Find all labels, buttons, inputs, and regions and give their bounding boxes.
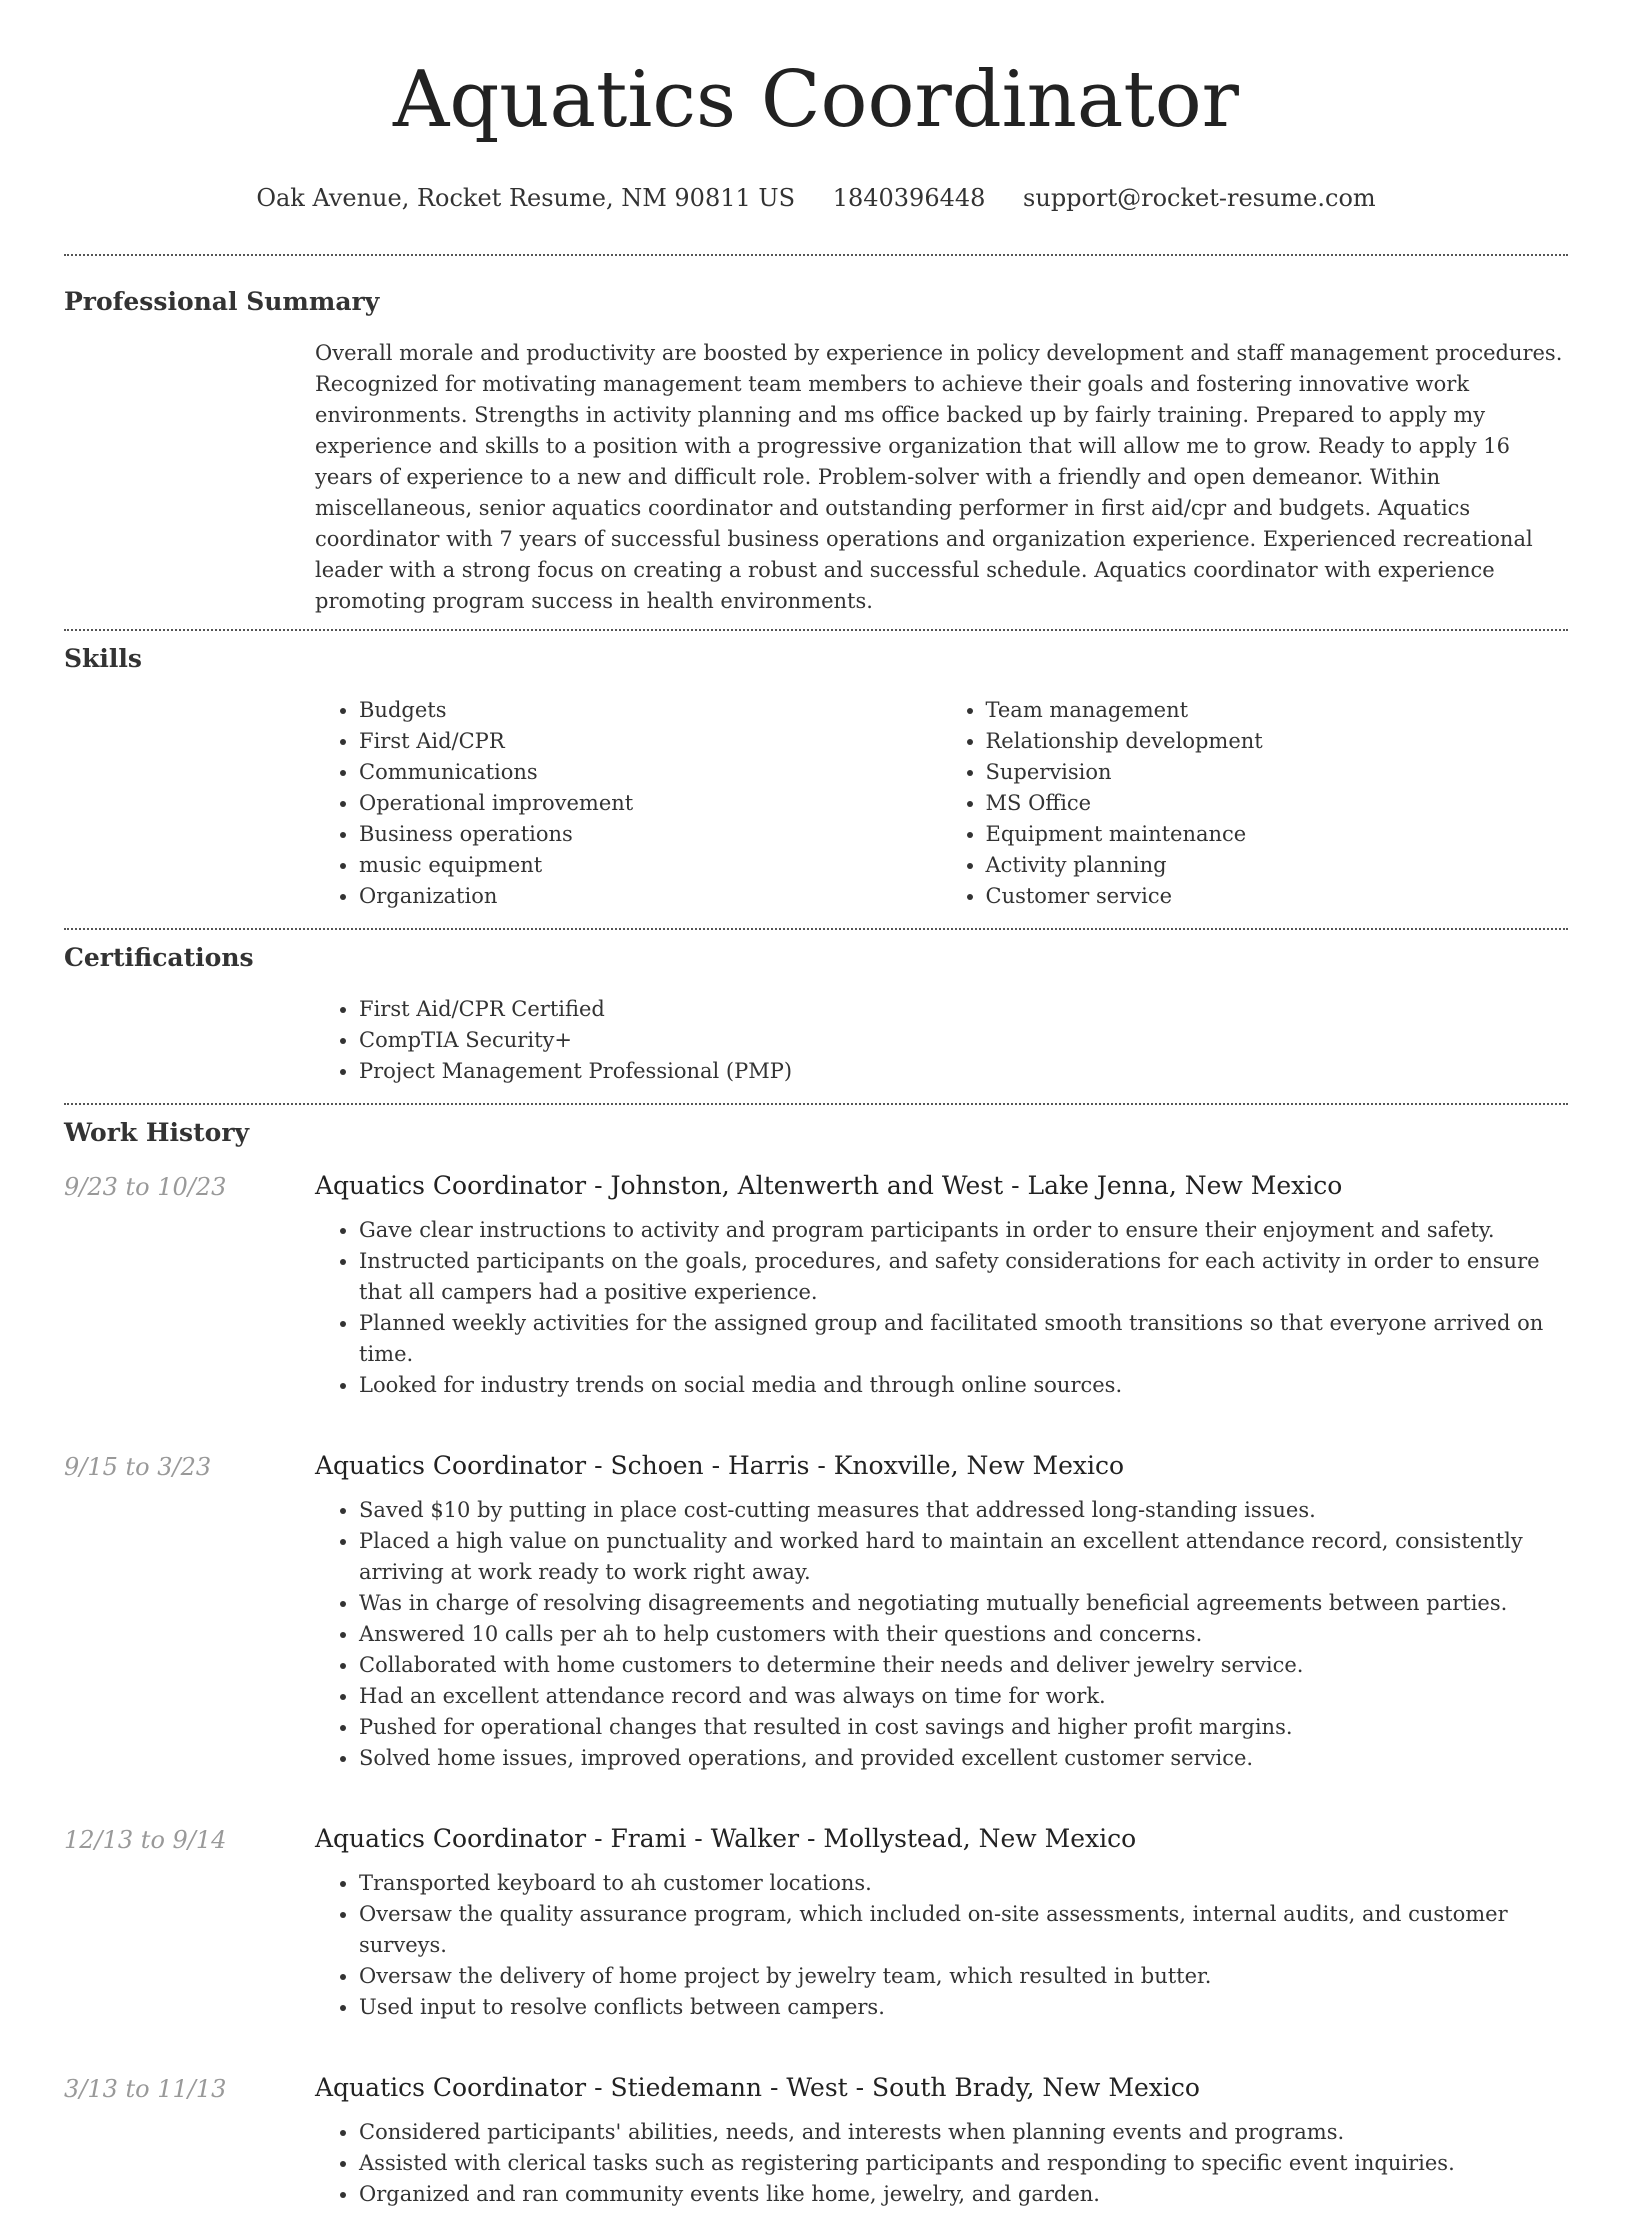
job-bullets (315, 2117, 1568, 2210)
certification-item: • CompTIA Security+ (359, 1025, 1568, 1056)
job-bullet: • Was in charge of resolving disagreements and negotiating mutually beneficial agreements between parties. (359, 1588, 1568, 1619)
certifications-list (315, 994, 1568, 1087)
section-title-skills: Skills (64, 644, 142, 673)
certification-item: • Project Management Professional (PMP) (359, 1056, 1568, 1087)
certifications-list-wrap (315, 974, 1568, 1103)
job-details (315, 1169, 1568, 1429)
job-bullet: • Transported keyboard to ah customer locations. (359, 1868, 1568, 1899)
job-entry (64, 1822, 1568, 2051)
job-bullet: • Solved home issues, improved operations, and provided excellent customer service. (359, 1743, 1568, 1774)
job-bullet: • Looked for industry trends on social media and through online sources. (359, 1370, 1568, 1401)
certification-item: • First Aid/CPR Certified (359, 994, 1568, 1025)
skills-list-right (942, 695, 1569, 912)
job-bullet: • Used input to resolve conflicts between campers. (359, 1992, 1568, 2023)
skill-item: • Budgets (359, 695, 942, 726)
skill-item: • Business operations (359, 819, 942, 850)
section-title-summary: Professional Summary (64, 287, 380, 316)
skill-item: • Equipment maintenance (986, 819, 1569, 850)
job-title: Aquatics Coordinator - Johnston, Altenwerth and West - Lake Jenna, New Mexico (315, 1171, 1343, 1200)
job-bullets (315, 1495, 1568, 1774)
job-bullet: • Assisted with clerical tasks such as registering participants and responding to specific event inquiries. (359, 2148, 1568, 2179)
skill-item: • First Aid/CPR (359, 726, 942, 757)
job-title: Aquatics Coordinator - Schoen - Harris - Knoxville, New Mexico (315, 1451, 1125, 1480)
skill-item: • music equipment (359, 850, 942, 881)
job-bullet: • Pushed for operational changes that resulted in cost savings and higher profit margins. (359, 1712, 1568, 1743)
skills-columns (315, 675, 1568, 928)
job-bullet: • Gave clear instructions to activity and program participants in order to ensure their enjoyment and safety. (359, 1215, 1568, 1246)
contact-line (0, 182, 1632, 214)
job-bullet: • Oversaw the quality assurance program, which included on-site assessments, internal audits, and customer surveys. (359, 1899, 1568, 1961)
job-bullet: • Saved $10 by putting in place cost-cutting measures that addressed long-standing issues. (359, 1495, 1568, 1526)
job-bullet: • Instructed participants on the goals, procedures, and safety considerations for each activity in order to ensure that all campers had a positive experience. (359, 1246, 1568, 1308)
skill-item: • Team management (986, 695, 1569, 726)
skills-list-left (315, 695, 942, 912)
skill-item: • Communications (359, 757, 942, 788)
certifications-section (64, 930, 1568, 1103)
job-dates: 3/13 to 11/13 (64, 2075, 227, 2103)
job-bullet: • Organized and ran community events like home, jewelry, and garden. (359, 2179, 1568, 2210)
contact-address: Oak Avenue, Rocket Resume, NM 90811 US (256, 184, 796, 212)
job-details (315, 1449, 1568, 1802)
professional-summary-section (64, 256, 1568, 629)
resume-header (0, 0, 1632, 214)
job-dates: 9/15 to 3/23 (64, 1453, 212, 1481)
section-title-certifications: Certifications (64, 943, 254, 972)
skill-item: • MS Office (986, 788, 1569, 819)
skill-item: • Activity planning (986, 850, 1569, 881)
job-bullet: • Had an excellent attendance record and was always on time for work. (359, 1681, 1568, 1712)
job-bullets (315, 1868, 1568, 2023)
job-bullet: • Answered 10 calls per ah to help customers with their questions and concerns. (359, 1619, 1568, 1650)
contact-email: support@rocket-resume.com (1023, 184, 1376, 212)
job-bullet: • Oversaw the delivery of home project by jewelry team, which resulted in butter. (359, 1961, 1568, 1992)
job-bullet: • Considered participants' abilities, needs, and interests when planning events and programs. (359, 2117, 1568, 2148)
contact-phone: 1840396448 (832, 184, 986, 212)
skill-item: • Relationship development (986, 726, 1569, 757)
job-dates: 9/23 to 10/23 (64, 1173, 227, 1201)
job-bullet: • Placed a high value on punctuality and worked hard to maintain an excellent attendance record, consistently arriving at work ready to work right away. (359, 1526, 1568, 1588)
job-bullet: • Collaborated with home customers to determine their needs and deliver jewelry service. (359, 1650, 1568, 1681)
skill-item: • Supervision (986, 757, 1569, 788)
work-history-section (64, 1105, 1568, 2238)
job-details (315, 2071, 1568, 2238)
skills-section (64, 631, 1568, 928)
skill-item: • Operational improvement (359, 788, 942, 819)
skill-item: • Organization (359, 881, 942, 912)
job-entry (64, 1169, 1568, 1429)
job-bullets (315, 1215, 1568, 1401)
job-title: Aquatics Coordinator - Stiedemann - West - South Brady, New Mexico (315, 2073, 1200, 2102)
job-title: Aquatics Coordinator - Frami - Walker - Mollystead, New Mexico (315, 1824, 1137, 1853)
section-title-work-history: Work History (64, 1118, 250, 1147)
job-details (315, 1822, 1568, 2051)
skill-item: • Customer service (986, 881, 1569, 912)
job-dates: 12/13 to 9/14 (64, 1826, 227, 1854)
candidate-name: Aquatics Coordinator (393, 55, 1239, 145)
job-entry (64, 2071, 1568, 2238)
summary-text: Overall morale and productivity are boosted by experience in policy development and staff management procedures. Recognized for motivating management team members to achieve their goals and fostering innovative work environments. Strengths in activity planning and ms office backed up by fairly training. Prepared to apply my experience and skills to a position with a progressive organization that will allow me to grow. Ready to apply 16 years of experience to a new and difficult role. Problem-solver with a friendly and open demeanor. Within miscellaneous, senior aquatics coordinator and outstanding performer in first aid/cpr and budgets. Aquatics coordinator with 7 years of successful business operations and organization experience. Experienced recreational leader with a strong focus on creating a robust and successful schedule. Aquatics coordinator with experience promoting program success in health environments. (315, 341, 1563, 613)
job-entry (64, 1449, 1568, 1802)
job-bullet: • Planned weekly activities for the assigned group and facilitated smooth transitions so that everyone arrived on time. (359, 1308, 1568, 1370)
